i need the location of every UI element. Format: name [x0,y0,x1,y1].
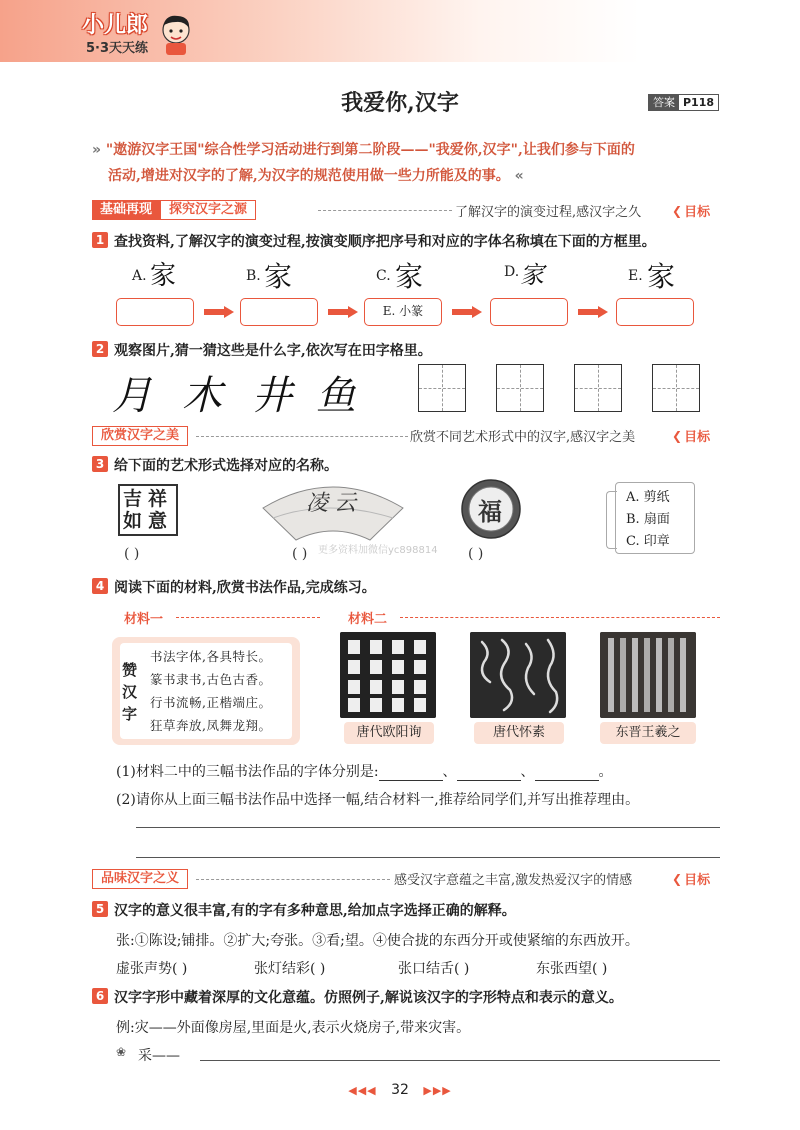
page-footer [0,1082,800,1098]
mascot-icon [156,12,196,56]
arrow-right-icon [452,306,482,318]
poem-line: 书法字体,各具特长。 [150,649,272,664]
period: 。 [598,764,613,780]
arrow-right-icon [578,306,608,318]
option-label: D. [504,264,520,280]
section-sub-label: 欣赏汉字之美 [92,426,188,446]
prompt-text: 采—— [138,1048,180,1064]
watermark: 更多资料加微信yc898814 [318,545,438,556]
idiom-item[interactable]: 虚张声势( ) [116,961,188,977]
choices-box [615,482,695,554]
calligraphy-huaisu-image [470,632,566,718]
question-number: 4 [92,578,108,594]
brand-series: 5·3天天练 [86,41,149,56]
section-divider [196,879,390,880]
section-sub-label: 品味汉字之义 [92,869,188,889]
goal-badge [672,426,710,445]
poem-card [112,637,300,745]
separator: 、 [520,764,535,780]
calligraphy-ouyangxun-image [340,632,436,718]
option-glyph: 家 [647,260,676,293]
tianzi-grid[interactable] [496,364,544,412]
fan-chars: 凌云 [306,491,363,516]
subquestion-2: (2)请你从上面三幅书法作品中选择一幅,结合材料一,推荐给同学们,并写出推荐理由。 [116,792,640,808]
flower-icon: ❀ [116,1045,127,1059]
caption-huaisu: 唐代怀素 [474,722,564,744]
caption-ouyangxun: 唐代欧阳询 [344,722,434,744]
answer-blank[interactable] [457,767,521,781]
section-meaning-header [92,869,188,889]
goal-chevron-icon: ❮ [672,203,683,218]
question-text: 查找资料,了解汉字的演变过程,按演变顺序把序号和对应的字体名称填在下面的方框里。 [114,234,656,250]
question-number: 3 [92,456,108,472]
answer-paren[interactable]: ( ) [124,546,140,562]
choice-fan: B. 扇面 [626,512,670,527]
section-goal-text: 欣赏不同艺术形式中的汉字,感汉字之美 [410,430,636,445]
material-two-label: 材料二 [348,612,388,627]
seal-image [118,484,178,536]
answer-label: 答案 [649,95,679,110]
material-divider [400,617,720,618]
section-appreciate-header [92,426,188,446]
arrow-right-icon [328,306,358,318]
section-goal-text: 感受汉字意蕴之丰富,激发热爱汉字的情感 [394,873,633,888]
oracle-glyph: 月 [112,373,152,419]
tianzi-grid[interactable] [574,364,622,412]
subquestion-1-text: (1)材料二中的三幅书法作品的字体分别是: [116,764,379,780]
oracle-glyph: 井 [252,373,292,419]
option-glyph: 家 [520,261,544,289]
intro-line-2: 活动,增进对汉字的了解,为汉字的规范使用做一些力所能及的事。 [108,168,510,184]
poem-title: 赞汉字 [122,661,138,723]
question-number: 5 [92,901,108,917]
section-basic-header [92,200,256,220]
answer-reference [648,94,719,111]
answer-box-filled[interactable]: E. 小篆 [364,298,442,326]
answer-page: P118 [683,96,715,109]
question-text: 给下面的艺术形式选择对应的名称。 [114,458,338,474]
material-divider [176,617,320,618]
question-text: 阅读下面的材料,欣赏书法作品,完成练习。 [114,580,376,596]
idiom-item[interactable]: 张灯结彩( ) [254,961,326,977]
answer-box[interactable] [616,298,694,326]
intro-arrow-icon: » [92,142,102,158]
option-label: A. [132,268,147,284]
oracle-glyph: 木 [182,373,222,419]
arrow-right-icon [204,306,234,318]
writing-line[interactable] [136,827,720,828]
oracle-glyph: 鱼 [316,373,356,419]
goal-label: 目标 [684,205,711,220]
choice-seal: C. 印章 [626,534,670,549]
example-text: 例:灾——外面像房屋,里面是火,表示火烧房子,带来灾害。 [116,1020,471,1036]
option-label: E. [628,268,643,284]
answer-box[interactable] [116,298,194,326]
question-text: 观察图片,猜一猜这些是什么字,依次写在田字格里。 [114,343,432,359]
intro-text [92,138,732,162]
section-goal-text: 了解汉字的演变过程,感汉字之久 [455,205,642,220]
question-number: 1 [92,232,108,248]
intro-line-1: "遨游汉字王国"综合性学习活动进行到第二阶段——"我爱你,汉字",让我们参与下面的 [105,142,635,158]
goal-chevron-icon: ❮ [672,871,683,886]
subquestion-1 [116,761,613,781]
answer-box[interactable] [490,298,568,326]
idiom-item[interactable]: 东张西望( ) [536,961,608,977]
prev-arrows-icon: ◀◀◀ [348,1084,377,1097]
section-divider [318,210,452,211]
question-number: 6 [92,988,108,1004]
goal-badge [672,201,710,220]
option-glyph: 家 [395,260,424,293]
brand-logo: 小儿郎 [82,13,149,38]
answer-blank[interactable] [379,767,443,781]
poem-line: 篆书隶书,古色古香。 [150,672,272,687]
page-number: 32 [391,1082,409,1098]
section-divider [196,436,408,437]
option-glyph: 家 [150,261,177,291]
option-label: B. [246,268,261,284]
intro-text-2 [108,164,748,188]
option-glyph: 家 [264,260,293,293]
separator: 、 [442,764,457,780]
question-number: 2 [92,341,108,357]
section-main-label: 基础再现 [92,200,160,220]
idiom-item[interactable]: 张口结舌( ) [398,961,470,977]
definition-text: 张:①陈设;铺排。②扩大;夸张。③看;望。④使合拢的东西分开或使紧缩的东西放开。 [116,933,639,949]
question-text: 汉字的意义很丰富,有的字有多种意思,给加点字选择正确的解释。 [114,903,516,919]
answer-blank[interactable] [535,767,599,781]
seal-chars: 吉祥如意 [122,488,173,532]
papercut-char: 福 [478,497,502,526]
tianzi-grid[interactable] [652,364,700,412]
writing-line[interactable] [200,1060,720,1061]
goal-chevron-icon: ❮ [672,428,683,443]
page-title: 我爱你,汉字 [341,90,459,116]
calligraphy-wangxizhi-image [600,632,696,718]
answer-paren[interactable]: ( ) [468,546,484,562]
goal-label: 目标 [684,873,711,888]
writing-line[interactable] [136,857,720,858]
next-arrows-icon: ▶▶▶ [423,1084,452,1097]
answer-box[interactable] [240,298,318,326]
question-text: 汉字字形中藏着深厚的文化意蕴。仿照例子,解说该汉字的字形特点和表示的意义。 [114,990,623,1006]
poem-line: 行书流畅,正楷端庄。 [150,695,272,710]
section-sub-label: 探究汉字之源 [160,200,256,220]
tianzi-grid[interactable] [418,364,466,412]
material-one-label: 材料一 [124,612,164,627]
choice-papercut: A. 剪纸 [626,490,670,505]
goal-label: 目标 [684,430,711,445]
intro-end-arrow-icon: « [514,168,524,184]
caption-wangxizhi: 东晋王羲之 [600,722,696,744]
poem-line: 狂草奔放,凤舞龙翔。 [150,718,272,733]
answer-paren[interactable]: ( ) [292,546,308,562]
option-label: C. [376,268,391,284]
goal-badge [672,869,710,888]
